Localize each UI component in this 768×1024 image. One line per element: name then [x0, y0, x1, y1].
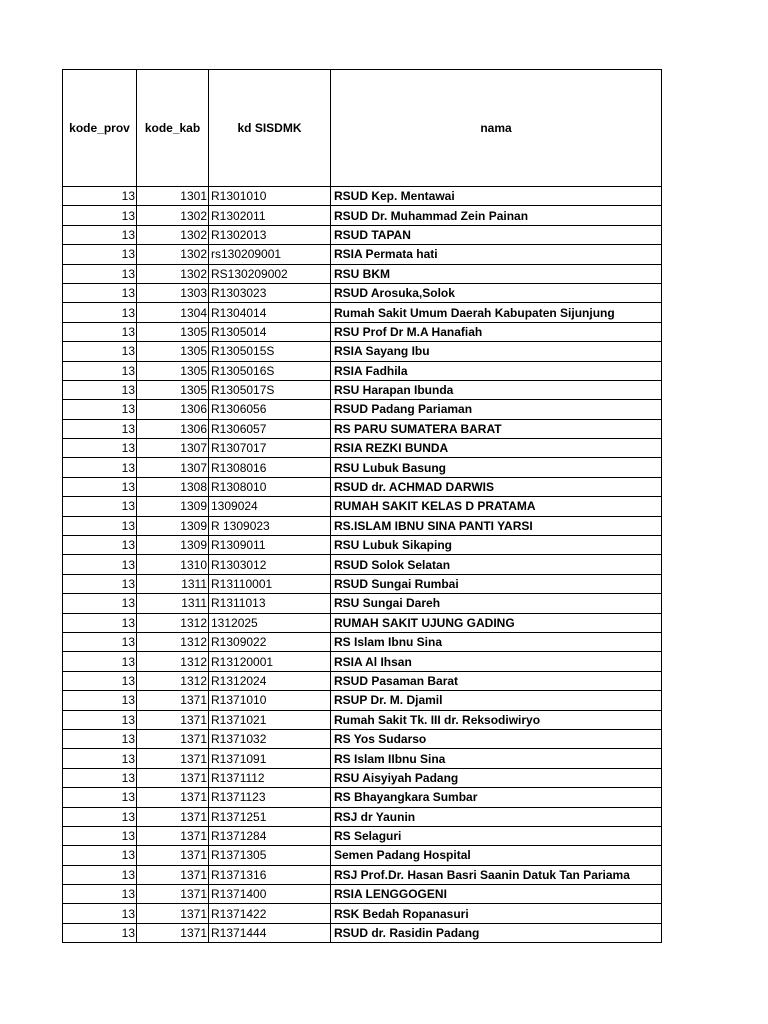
cell-kode-prov: 13: [63, 710, 137, 729]
cell-kd-sisdmk: R13110001: [209, 574, 331, 593]
cell-nama: Rumah Sakit Tk. III dr. Reksodiwiryo: [331, 710, 662, 729]
table-row: [63, 516, 662, 535]
table-row: [63, 458, 662, 477]
cell-nama: RSUD TAPAN: [331, 225, 662, 244]
cell-nama: RSIA Al Ihsan: [331, 652, 662, 671]
cell-kode-kab: 1305: [137, 322, 209, 341]
cell-nama: RSUD Pasaman Barat: [331, 671, 662, 690]
cell-nama: RSIA Fadhila: [331, 361, 662, 380]
table-header: [63, 70, 662, 187]
header-row: [63, 70, 662, 187]
cell-kode-kab: 1371: [137, 729, 209, 748]
cell-nama: RSJ Prof.Dr. Hasan Basri Saanin Datuk Tan Pariama: [331, 865, 662, 884]
cell-kode-prov: 13: [63, 729, 137, 748]
cell-nama: RS.ISLAM IBNU SINA PANTI YARSI: [331, 516, 662, 535]
cell-kode-kab: 1306: [137, 400, 209, 419]
cell-kode-prov: 13: [63, 303, 137, 322]
cell-kode-prov: 13: [63, 536, 137, 555]
table-row: [63, 536, 662, 555]
cell-kd-sisdmk: R1371422: [209, 904, 331, 923]
cell-kd-sisdmk: R1306056: [209, 400, 331, 419]
cell-kd-sisdmk: R1371316: [209, 865, 331, 884]
table-row: [63, 400, 662, 419]
cell-kd-sisdmk: R1303012: [209, 555, 331, 574]
cell-nama: RSJ dr Yaunin: [331, 807, 662, 826]
table-row: [63, 923, 662, 942]
cell-kode-kab: 1305: [137, 361, 209, 380]
table-row: [63, 245, 662, 264]
cell-kd-sisdmk: R1307017: [209, 439, 331, 458]
cell-nama: RSUD Arosuka,Solok: [331, 283, 662, 302]
cell-kd-sisdmk: R1371284: [209, 826, 331, 845]
cell-kode-prov: 13: [63, 516, 137, 535]
cell-kode-prov: 13: [63, 400, 137, 419]
cell-kd-sisdmk: R1306057: [209, 419, 331, 438]
header-kode-prov: kode_prov: [63, 70, 137, 187]
cell-kode-kab: 1312: [137, 671, 209, 690]
cell-kode-prov: 13: [63, 477, 137, 496]
cell-nama: RSUD Sungai Rumbai: [331, 574, 662, 593]
cell-nama: RS Bhayangkara Sumbar: [331, 788, 662, 807]
cell-kode-kab: 1371: [137, 865, 209, 884]
cell-kd-sisdmk: RS130209002: [209, 264, 331, 283]
cell-kode-kab: 1309: [137, 516, 209, 535]
cell-kd-sisdmk: 1312025: [209, 613, 331, 632]
table-row: [63, 206, 662, 225]
table-row: [63, 904, 662, 923]
table-row: [63, 497, 662, 516]
table-row: [63, 691, 662, 710]
cell-kode-prov: 13: [63, 788, 137, 807]
cell-nama: RSUP Dr. M. Djamil: [331, 691, 662, 710]
cell-kode-kab: 1371: [137, 749, 209, 768]
cell-kd-sisdmk: R1371112: [209, 768, 331, 787]
cell-kode-kab: 1371: [137, 691, 209, 710]
cell-kode-prov: 13: [63, 749, 137, 768]
cell-kd-sisdmk: R1305014: [209, 322, 331, 341]
table-row: [63, 574, 662, 593]
cell-kd-sisdmk: R1308010: [209, 477, 331, 496]
table-row: [63, 652, 662, 671]
cell-nama: RSUD Padang Pariaman: [331, 400, 662, 419]
table-row: [63, 225, 662, 244]
table-row: [63, 846, 662, 865]
cell-kode-prov: 13: [63, 361, 137, 380]
cell-kode-kab: 1306: [137, 419, 209, 438]
cell-kd-sisdmk: R1309022: [209, 632, 331, 651]
cell-kode-kab: 1304: [137, 303, 209, 322]
cell-kode-prov: 13: [63, 497, 137, 516]
cell-kode-kab: 1312: [137, 613, 209, 632]
cell-kode-prov: 13: [63, 768, 137, 787]
cell-kode-kab: 1305: [137, 380, 209, 399]
cell-kode-prov: 13: [63, 632, 137, 651]
cell-kd-sisdmk: R1371032: [209, 729, 331, 748]
cell-nama: Rumah Sakit Umum Daerah Kabupaten Sijunjung: [331, 303, 662, 322]
cell-kd-sisdmk: R1309011: [209, 536, 331, 555]
cell-kode-kab: 1305: [137, 342, 209, 361]
table-row: [63, 768, 662, 787]
table-row: [63, 826, 662, 845]
hospital-table: [62, 69, 662, 943]
table-row: [63, 264, 662, 283]
cell-kd-sisdmk: R1305016S: [209, 361, 331, 380]
cell-kode-prov: 13: [63, 652, 137, 671]
table-row: [63, 283, 662, 302]
cell-nama: RSU Lubuk Sikaping: [331, 536, 662, 555]
cell-kd-sisdmk: R1305015S: [209, 342, 331, 361]
cell-kode-prov: 13: [63, 846, 137, 865]
cell-kode-prov: 13: [63, 264, 137, 283]
cell-kode-prov: 13: [63, 439, 137, 458]
cell-kode-prov: 13: [63, 826, 137, 845]
table-row: [63, 788, 662, 807]
cell-nama: RSU Lubuk Basung: [331, 458, 662, 477]
cell-kd-sisdmk: R13120001: [209, 652, 331, 671]
cell-kd-sisdmk: R1371021: [209, 710, 331, 729]
cell-kode-prov: 13: [63, 904, 137, 923]
cell-kode-kab: 1302: [137, 245, 209, 264]
cell-kode-kab: 1371: [137, 846, 209, 865]
cell-kode-prov: 13: [63, 458, 137, 477]
cell-kode-kab: 1310: [137, 555, 209, 574]
cell-kode-kab: 1303: [137, 283, 209, 302]
cell-kd-sisdmk: R1303023: [209, 283, 331, 302]
cell-kode-prov: 13: [63, 671, 137, 690]
cell-kode-prov: 13: [63, 594, 137, 613]
table-row: [63, 865, 662, 884]
cell-nama: RSUD Solok Selatan: [331, 555, 662, 574]
cell-kode-kab: 1302: [137, 225, 209, 244]
cell-nama: RSU Sungai Dareh: [331, 594, 662, 613]
cell-kode-kab: 1309: [137, 536, 209, 555]
cell-nama: RSIA Sayang Ibu: [331, 342, 662, 361]
header-kode-kab: kode_kab: [137, 70, 209, 187]
cell-nama: RSU Aisyiyah Padang: [331, 768, 662, 787]
cell-kode-kab: 1371: [137, 807, 209, 826]
cell-kode-kab: 1311: [137, 594, 209, 613]
table-body: [63, 187, 662, 943]
table-row: [63, 594, 662, 613]
cell-nama: RS Islam Ibnu Sina: [331, 632, 662, 651]
cell-kode-kab: 1371: [137, 904, 209, 923]
cell-nama: RUMAH SAKIT KELAS D PRATAMA: [331, 497, 662, 516]
table-row: [63, 477, 662, 496]
cell-kd-sisdmk: R1308016: [209, 458, 331, 477]
cell-kode-kab: 1371: [137, 788, 209, 807]
cell-nama: RS PARU SUMATERA BARAT: [331, 419, 662, 438]
cell-kd-sisdmk: R1302013: [209, 225, 331, 244]
cell-nama: RS Yos Sudarso: [331, 729, 662, 748]
cell-kd-sisdmk: R1371123: [209, 788, 331, 807]
cell-kd-sisdmk: rs130209001: [209, 245, 331, 264]
cell-kode-prov: 13: [63, 380, 137, 399]
cell-kode-kab: 1307: [137, 458, 209, 477]
cell-nama: RSU BKM: [331, 264, 662, 283]
cell-kode-kab: 1312: [137, 652, 209, 671]
cell-kode-kab: 1371: [137, 885, 209, 904]
cell-kode-prov: 13: [63, 613, 137, 632]
cell-kd-sisdmk: R1305017S: [209, 380, 331, 399]
table-row: [63, 613, 662, 632]
table-row: [63, 555, 662, 574]
cell-kd-sisdmk: R1371444: [209, 923, 331, 942]
header-nama: nama: [331, 70, 662, 187]
cell-nama: RUMAH SAKIT UJUNG GADING: [331, 613, 662, 632]
cell-kd-sisdmk: 1309024: [209, 497, 331, 516]
cell-kode-prov: 13: [63, 885, 137, 904]
cell-kd-sisdmk: R1371400: [209, 885, 331, 904]
cell-kode-kab: 1309: [137, 497, 209, 516]
cell-kode-kab: 1302: [137, 206, 209, 225]
cell-nama: Semen Padang Hospital: [331, 846, 662, 865]
table-row: [63, 322, 662, 341]
table-row: [63, 380, 662, 399]
cell-kode-kab: 1371: [137, 826, 209, 845]
table-row: [63, 885, 662, 904]
cell-nama: RSIA Permata hati: [331, 245, 662, 264]
cell-kode-kab: 1371: [137, 710, 209, 729]
spreadsheet: [62, 69, 661, 943]
table-row: [63, 671, 662, 690]
cell-kd-sisdmk: R1301010: [209, 187, 331, 206]
cell-kode-prov: 13: [63, 322, 137, 341]
cell-kd-sisdmk: R1304014: [209, 303, 331, 322]
cell-kode-prov: 13: [63, 923, 137, 942]
table-row: [63, 419, 662, 438]
table-row: [63, 749, 662, 768]
cell-kode-prov: 13: [63, 865, 137, 884]
cell-nama: RSUD dr. ACHMAD DARWIS: [331, 477, 662, 496]
table-row: [63, 342, 662, 361]
cell-nama: RSIA LENGGOGENI: [331, 885, 662, 904]
cell-kd-sisdmk: R1302011: [209, 206, 331, 225]
cell-kd-sisdmk: R1371305: [209, 846, 331, 865]
table-row: [63, 439, 662, 458]
header-kd-sisdmk: kd SISDMK: [209, 70, 331, 187]
cell-kd-sisdmk: R1371091: [209, 749, 331, 768]
cell-kode-prov: 13: [63, 342, 137, 361]
cell-kode-prov: 13: [63, 283, 137, 302]
cell-nama: RSUD Kep. Mentawai: [331, 187, 662, 206]
cell-nama: RSUD Dr. Muhammad Zein Painan: [331, 206, 662, 225]
cell-kode-kab: 1302: [137, 264, 209, 283]
cell-kode-kab: 1312: [137, 632, 209, 651]
cell-kd-sisdmk: R 1309023: [209, 516, 331, 535]
cell-nama: RSU Harapan Ibunda: [331, 380, 662, 399]
cell-kode-prov: 13: [63, 419, 137, 438]
cell-nama: RSUD dr. Rasidin Padang: [331, 923, 662, 942]
table-row: [63, 361, 662, 380]
cell-kode-prov: 13: [63, 574, 137, 593]
cell-nama: RS Islam IIbnu Sina: [331, 749, 662, 768]
cell-kd-sisdmk: R1311013: [209, 594, 331, 613]
cell-kd-sisdmk: R1371010: [209, 691, 331, 710]
table-row: [63, 187, 662, 206]
cell-kode-kab: 1308: [137, 477, 209, 496]
cell-kode-prov: 13: [63, 206, 137, 225]
cell-kd-sisdmk: R1312024: [209, 671, 331, 690]
cell-kode-prov: 13: [63, 555, 137, 574]
cell-nama: RSU Prof Dr M.A Hanafiah: [331, 322, 662, 341]
cell-kode-kab: 1301: [137, 187, 209, 206]
table-row: [63, 729, 662, 748]
table-row: [63, 632, 662, 651]
table-row: [63, 807, 662, 826]
cell-kd-sisdmk: R1371251: [209, 807, 331, 826]
cell-kode-prov: 13: [63, 807, 137, 826]
cell-kode-prov: 13: [63, 245, 137, 264]
cell-kode-kab: 1307: [137, 439, 209, 458]
cell-kode-prov: 13: [63, 691, 137, 710]
table-row: [63, 710, 662, 729]
cell-kode-kab: 1371: [137, 768, 209, 787]
cell-kode-kab: 1311: [137, 574, 209, 593]
cell-nama: RSK Bedah Ropanasuri: [331, 904, 662, 923]
table-row: [63, 303, 662, 322]
cell-kode-kab: 1371: [137, 923, 209, 942]
cell-nama: RSIA REZKI BUNDA: [331, 439, 662, 458]
cell-nama: RS Selaguri: [331, 826, 662, 845]
cell-kode-prov: 13: [63, 225, 137, 244]
cell-kode-prov: 13: [63, 187, 137, 206]
